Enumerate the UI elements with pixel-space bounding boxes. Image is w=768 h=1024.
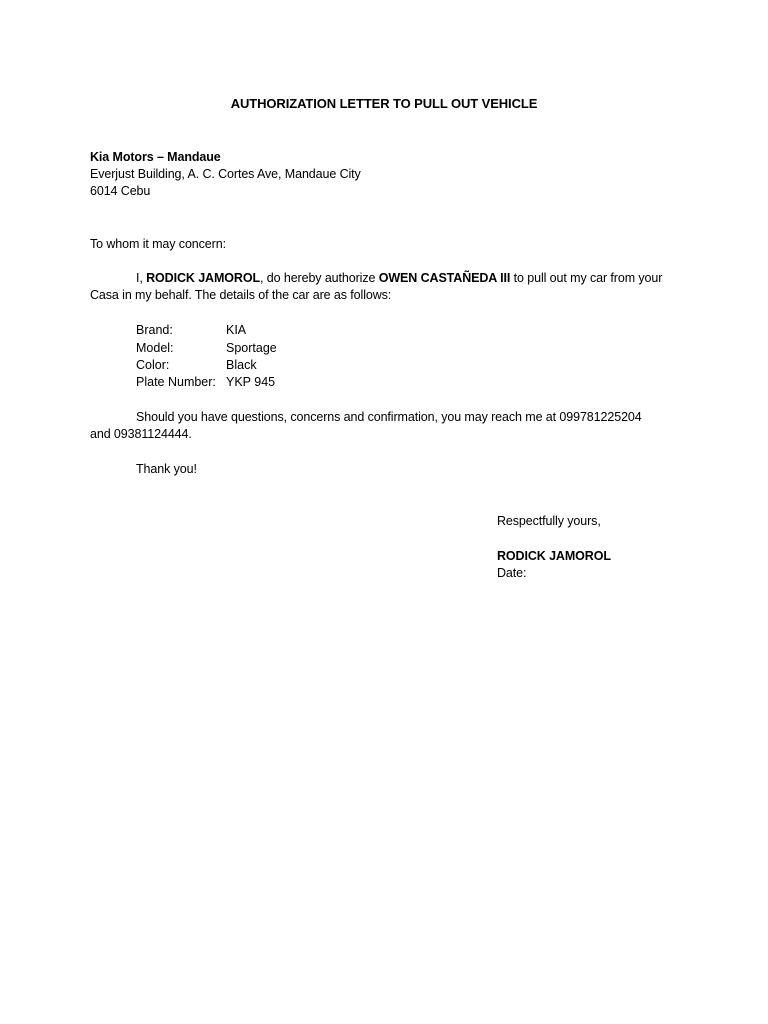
paragraph-1-line-1 <box>136 270 662 287</box>
detail-value-model: Sportage <box>226 341 277 355</box>
detail-label-plate-number: Plate Number: <box>136 375 216 389</box>
detail-label-brand: Brand: <box>136 323 173 337</box>
date-label: Date: <box>497 566 527 580</box>
authorized-person-name: OWEN CASTAÑEDA III <box>378 271 511 285</box>
recipient-company: Kia Motors – Mandaue <box>90 150 221 164</box>
signatory-name: RODICK JAMOROL <box>497 549 611 563</box>
p1-suffix: to pull out my car from your <box>510 271 663 285</box>
valediction: Respectfully yours, <box>497 514 601 528</box>
paragraph-2-line-2: and 09381124444. <box>90 427 192 441</box>
paragraph-1-line-2: Casa in my behalf. The details of the car are as follows: <box>90 288 392 302</box>
p1-prefix: I, <box>136 271 147 285</box>
detail-label-color: Color: <box>136 358 170 372</box>
author-name: RODICK JAMOROL <box>146 271 261 285</box>
detail-value-brand: KIA <box>226 323 247 337</box>
recipient-address-line2: 6014 Cebu <box>90 184 151 198</box>
p1-mid: , do hereby authorize <box>260 271 379 285</box>
recipient-address-line1: Everjust Building, A. C. Cortes Ave, Mandaue City <box>90 167 361 181</box>
salutation: To whom it may concern: <box>90 237 226 251</box>
detail-value-color: Black <box>226 358 257 372</box>
thank-you: Thank you! <box>136 462 197 476</box>
letter-title: AUTHORIZATION LETTER TO PULL OUT VEHICLE <box>230 96 538 111</box>
detail-value-plate-number: YKP 945 <box>226 375 276 389</box>
detail-label-model: Model: <box>136 341 174 355</box>
paragraph-2-line-1: Should you have questions, concerns and confirmation, you may reach me at 099781225204 <box>136 410 642 424</box>
